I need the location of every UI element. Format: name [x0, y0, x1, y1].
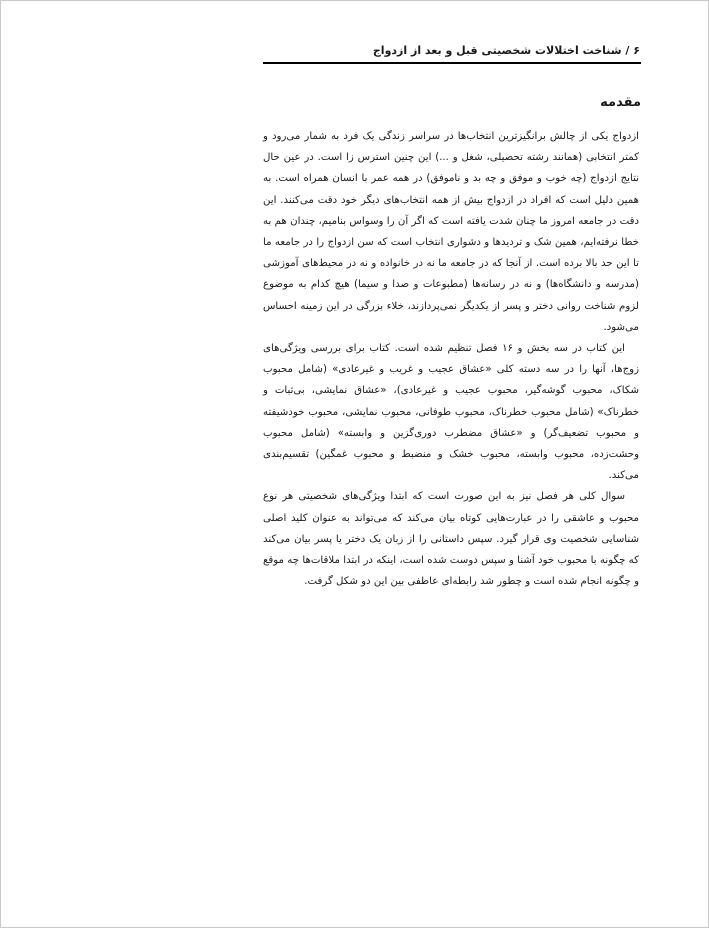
running-header: ۶ / شناخت اختلالات شخصیتی قبل و بعد از ازدواج [372, 44, 640, 57]
paragraph-chapter-format: سوال کلی هر فصل نیز به این صورت است که ابتدا ویژگی‌های شخصیتی هر نوع محبوب و عاشقی را در عبارت‌هایی کوتاه بیان می‌کند که می‌تواند به عنوان کلید اصلی شناسایی شخصیت وی قرار گیرد. سپس داستانی را از زبان یک دختر یا پسر بیان می‌کند که چگونه با محبوب خود آشنا و سپس دوست شده است، اینکه در ابتدا ملاقات‌ها چه موقع و چگونه انجام شده است و چطور شد رابطه‌ای عاطفی بین این دو شکل گرفت. [263, 491, 639, 588]
section-heading: مقدمه [600, 95, 641, 110]
header-rule [263, 62, 641, 64]
body-text [263, 126, 639, 592]
paragraph-book-structure: این کتاب در سه بخش و ۱۶ فصل تنظیم شده است. کتاب برای بررسی ویژگی‌های زوج‌ها، آنها را در سه دسته کلی «عشاق عجیب و غریب و غیرعادی» (شامل محبوب شکاک، محبوب گوشه‌گیر، محبوب عجیب و غیرعادی)، «عشاق نمایشی، بی‌ثبات و خطرناک» (شامل محبوب خطرناک، محبوب طوفانی، محبوب نمایشی، محبوب خودشیفته و محبوب تضعیف‌گر) و «عشاق مضطرب دوری‌گزین و وابسته» (شامل محبوب وحشت‌زده، محبوب وابسته، محبوب خشک و منضبط و محبوب غمگین) تقسیم‌بندی می‌کند. [263, 343, 639, 482]
paragraph-intro: ازدواج یکی از چالش برانگیزترین انتخاب‌ها در سراسر زندگی یک فرد به شمار می‌رود و کمتر انتخابی (همانند رشته تحصیلی، شغل و ...) این چنین استرس زا است. در عین حال نتایج ازدواج (چه خوب و موفق و چه بد و ناموفق) در همه عمر با انسان همراه است. به همین دلیل است که افراد در ازدواج بیش از همه انتخاب‌های دیگر خود دقت می‌کنند. این دقت در جامعه امروز ما چنان شدت یافته است که اگر آن را وسواس بنامیم، چندان هم به خطا نرفته‌ایم، همین شک و تردیدها و دشواری انتخاب است که سن ازدواج را در جامعه ما تا این حد بالا برده است. از آنجا که در جامعه ما نه در خانواده و نه در محیط‌های آموزشی (مدرسه و دانشگاه‌ها) و نه در رسانه‌ها (مطبوعات و صدا و سیما) هیچ کدام به موضوع لزوم شناخت روانی دختر و پسر از یکدیگر نمی‌پردازند، خلاء بزرگی در این زمینه احساس می‌شود. [263, 131, 639, 333]
